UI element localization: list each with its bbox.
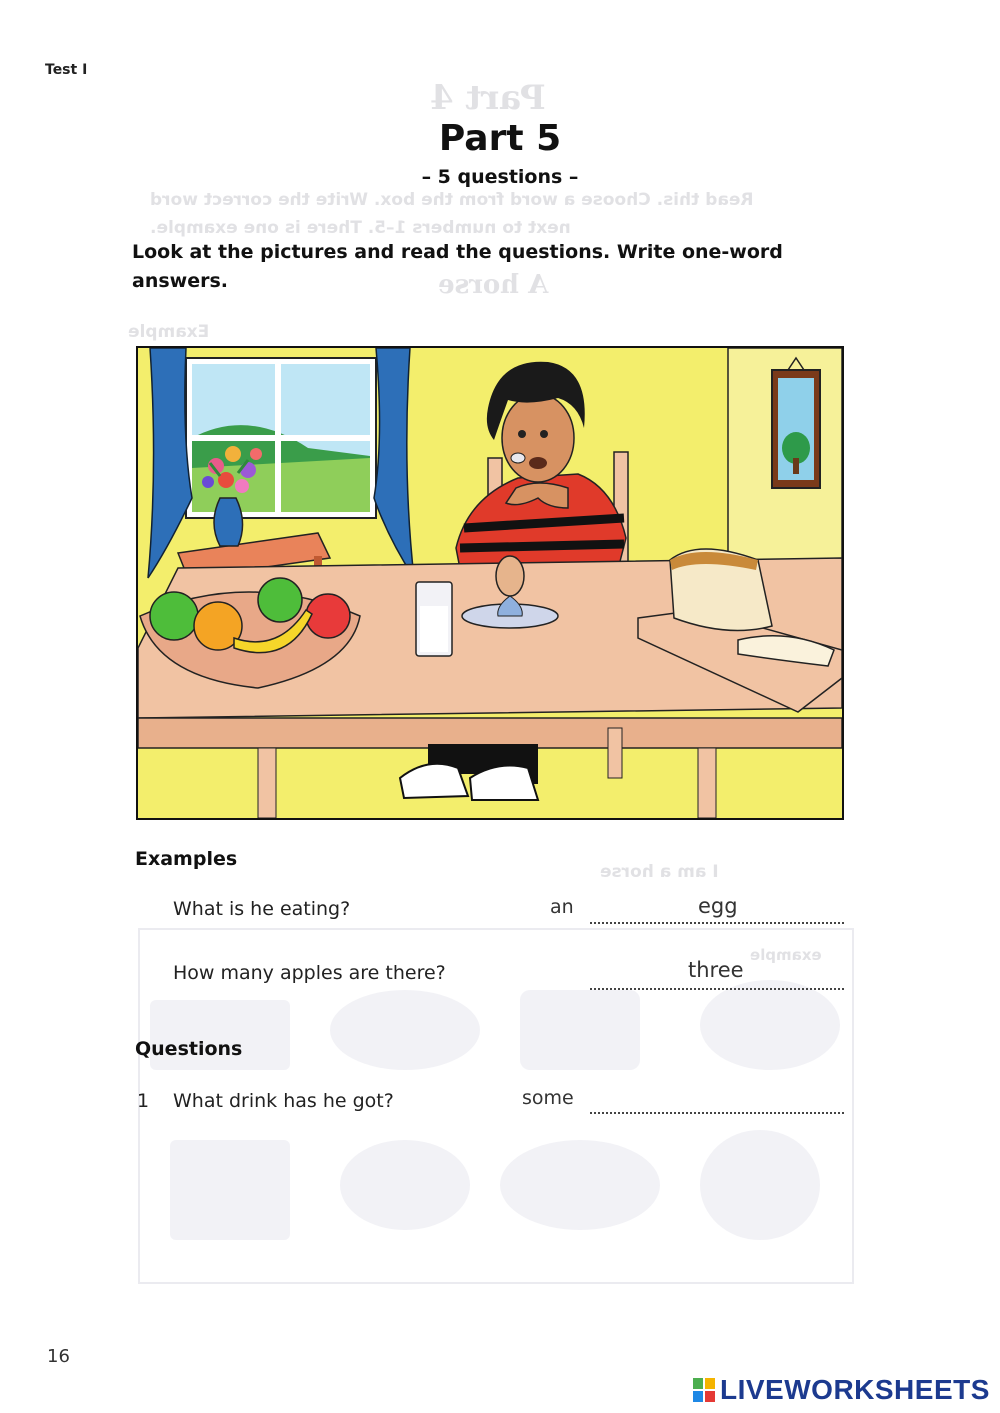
show-through-text: example — [750, 946, 822, 964]
test-label: Test I — [45, 62, 88, 78]
question-number: 1 — [137, 1090, 150, 1112]
page-title: Part 5 — [438, 118, 562, 159]
show-through-image — [330, 990, 480, 1070]
apple — [258, 578, 302, 622]
vase — [214, 498, 243, 546]
apple — [306, 594, 350, 638]
breakfast-scene — [138, 348, 842, 818]
show-through-image — [500, 1140, 660, 1230]
show-through-text: I am a horse — [600, 862, 719, 882]
brand-wordmark: LIVEWORKSHEETS — [720, 1374, 990, 1405]
show-through-text: A horse — [438, 270, 549, 300]
answer-input-line[interactable] — [590, 1112, 844, 1114]
answer-line — [590, 922, 844, 924]
show-through-text: Example — [128, 322, 210, 342]
question-text: What drink has he got? — [173, 1090, 394, 1112]
liveworksheets-logo-icon — [693, 1378, 715, 1402]
page-subtitle: – 5 questions – — [421, 166, 579, 188]
show-through-image — [700, 1130, 820, 1240]
instructions: Look at the pictures and read the questions. Write one-word answers. — [132, 241, 783, 292]
apple — [150, 592, 198, 640]
egg — [496, 556, 524, 596]
answer-line — [590, 988, 844, 990]
examples-heading: Examples — [135, 848, 238, 870]
page-number: 16 — [47, 1346, 70, 1367]
show-through-image — [520, 990, 640, 1070]
example-answer-prefix: an — [550, 896, 574, 918]
example-answer: egg — [698, 894, 738, 918]
breakfast-illustration — [136, 346, 844, 820]
example-answer: three — [688, 958, 744, 982]
show-through-image — [340, 1140, 470, 1230]
questions-heading: Questions — [135, 1038, 243, 1060]
example-question: How many apples are there? — [173, 962, 446, 984]
example-question: What is he eating? — [173, 898, 351, 920]
answer-prefix: some — [522, 1087, 574, 1109]
show-through-image — [700, 980, 840, 1070]
show-through-text: Part 4 — [430, 78, 546, 118]
show-through-image — [170, 1140, 290, 1240]
show-through-text: Read this. Choose a word from the box. Write the correct word — [150, 190, 754, 210]
show-through-text: next to numbers 1–5. There is one example. — [150, 218, 571, 238]
